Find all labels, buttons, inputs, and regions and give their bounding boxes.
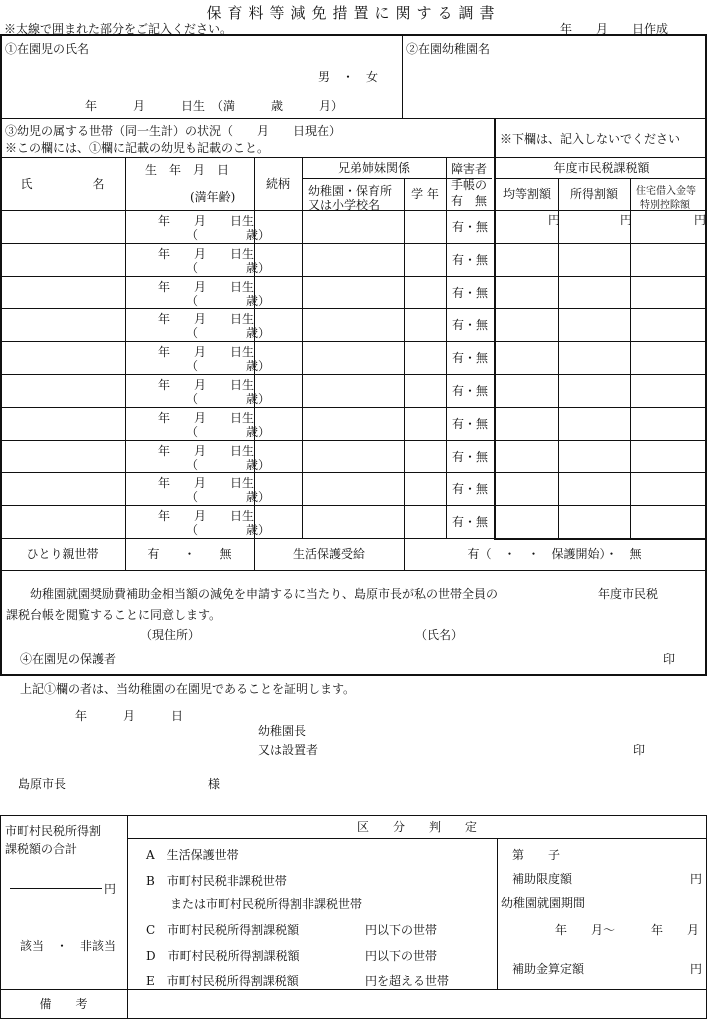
enrollment-period-value: 年 月～ 年 月 xyxy=(555,923,700,937)
certify-seal: 印 xyxy=(633,743,646,757)
household-note: ※この欄には、①欄に記載の幼児も記載のこと。 xyxy=(5,141,270,155)
row-birth-date[interactable]: 年 月 日生 xyxy=(158,411,255,425)
consent-text-1: 幼稚園就園奨励費補助金相当額の減免を申請するに当たり、島原市長が私の世帯全員の xyxy=(30,587,499,601)
certify-date: 年 月 日 xyxy=(75,709,184,723)
row-birth-date[interactable]: 年 月 日生 xyxy=(158,214,255,228)
welfare-label: 生活保護受給 xyxy=(292,547,365,561)
kindergarten-name-label: ②在園幼稚園名 xyxy=(406,42,491,56)
col-disability-2: 手帳の xyxy=(451,178,488,192)
category-c: C 市町村民税所得割課税額 xyxy=(146,923,300,937)
row-disability[interactable]: 有・無 xyxy=(451,481,488,496)
row-yen-housing: 円 xyxy=(694,213,707,227)
col-disability-3: 有 無 xyxy=(451,194,488,208)
row-birth-date[interactable]: 年 月 日生 xyxy=(158,247,255,261)
col-relation: 続柄 xyxy=(265,176,290,191)
col-tax-housing-1: 住宅借入金等 xyxy=(636,186,696,197)
subsidy-limit: 補助限度額 xyxy=(512,872,573,886)
row-age[interactable]: （ 歳） xyxy=(186,490,271,504)
row-disability[interactable]: 有・無 xyxy=(451,350,488,365)
row-disability[interactable]: 有・無 xyxy=(451,285,488,300)
col-school-1: 幼稚園・保育所 xyxy=(308,184,393,198)
tax-sum-field[interactable] xyxy=(10,878,102,892)
row-age[interactable]: （ 歳） xyxy=(186,359,271,373)
col-disability-1: 障害者 xyxy=(451,162,488,176)
judgment-header: 区 分 判 定 xyxy=(356,819,477,834)
col-age: (満年齢) xyxy=(190,190,236,204)
row-age[interactable]: （ 歳） xyxy=(186,523,271,537)
row-disability[interactable]: 有・無 xyxy=(451,514,488,529)
subsidy-amount: 補助金算定額 xyxy=(512,962,585,976)
enrollment-period: 幼稚園就園期間 xyxy=(501,896,586,910)
row-birth-date[interactable]: 年 月 日生 xyxy=(158,280,255,294)
created-date: 年 月 日作成 xyxy=(560,22,669,36)
mayor-sama: 様 xyxy=(208,777,221,791)
category-b: B 市町村民税非課税世帯 xyxy=(146,874,287,888)
category-a: A 生活保護世帯 xyxy=(146,848,239,862)
row-age[interactable]: （ 歳） xyxy=(186,294,271,308)
col-school-2: 又は小学校名 xyxy=(308,198,381,212)
address-label: （現住所） xyxy=(140,628,201,642)
header-note: ※太線で囲まれた部分をご記入ください。 xyxy=(4,22,233,36)
row-birth-date[interactable]: 年 月 日生 xyxy=(158,444,255,458)
row-disability[interactable]: 有・無 xyxy=(451,383,488,398)
row-age[interactable]: （ 歳） xyxy=(186,228,271,242)
guardian-name-label: （氏名） xyxy=(415,628,464,642)
row-disability[interactable]: 有・無 xyxy=(451,317,488,332)
gender-field[interactable]: 男 ・ 女 xyxy=(318,70,379,84)
row-age[interactable]: （ 歳） xyxy=(186,458,271,472)
subsidy-limit-yen: 円 xyxy=(690,872,703,886)
single-parent-value[interactable]: 有 ・ 無 xyxy=(147,547,232,561)
tax-sum-yen: 円 xyxy=(104,882,117,896)
single-parent-label: ひとり親世帯 xyxy=(26,547,99,561)
row-birth-date[interactable]: 年 月 日生 xyxy=(158,378,255,392)
row-disability[interactable]: 有・無 xyxy=(451,416,488,431)
child-order: 第 子 xyxy=(512,848,561,862)
row-age[interactable]: （ 歳） xyxy=(186,425,271,439)
subsidy-amount-yen: 円 xyxy=(690,962,703,976)
category-c-suffix: 円以下の世帯 xyxy=(365,923,438,937)
category-b2: または市町村民税所得割非課税世帯 xyxy=(170,897,363,911)
category-e: E 市町村民税所得割課税額 xyxy=(146,974,299,988)
row-disability[interactable]: 有・無 xyxy=(451,219,488,234)
category-d: D 市町村民税所得割課税額 xyxy=(146,949,300,963)
certify-text: 上記①欄の者は、当幼稚園の在園児であることを証明します。 xyxy=(20,682,356,696)
col-grade: 学 年 xyxy=(411,187,439,201)
col-tax-equal: 均等割額 xyxy=(502,187,551,201)
row-disability[interactable]: 有・無 xyxy=(451,252,488,267)
row-yen-equal: 円 xyxy=(548,213,561,227)
household-label: ③幼児の属する世帯（同一生計）の状況（ 月 日現在） xyxy=(5,124,342,138)
row-yen-income: 円 xyxy=(620,213,633,227)
row-age[interactable]: （ 歳） xyxy=(186,261,271,275)
office-use-note: ※下欄は、記入しないでください xyxy=(500,132,681,146)
row-birth-date[interactable]: 年 月 日生 xyxy=(158,312,255,326)
guardian-label: ④在園児の保護者 xyxy=(20,652,117,666)
mayor-label: 島原市長 xyxy=(18,777,67,791)
col-tax-header: 年度市民税課税額 xyxy=(553,160,650,175)
tax-sum-label-1: 市町村民税所得割 xyxy=(5,824,102,838)
row-disability[interactable]: 有・無 xyxy=(451,449,488,464)
col-tax-income: 所得割額 xyxy=(569,187,618,201)
page-title: 保育料等減免措置に関する調書 xyxy=(206,4,501,22)
principal-label: 幼稚園長 xyxy=(258,724,307,738)
guardian-seal: 印 xyxy=(663,652,676,666)
welfare-value[interactable]: 有（ ・ ・ 保護開始）・ 無 xyxy=(467,547,642,561)
remarks-label: 備 考 xyxy=(39,996,88,1011)
consent-text-2: 課税台帳を閲覧することに同意します。 xyxy=(6,608,222,622)
col-birth: 生 年 月 日 xyxy=(145,163,230,177)
consent-year: 年度市民税 xyxy=(598,587,659,601)
row-age[interactable]: （ 歳） xyxy=(186,326,271,340)
row-birth-date[interactable]: 年 月 日生 xyxy=(158,509,255,523)
applicable-field[interactable]: 該当 ・ 非該当 xyxy=(20,939,117,953)
tax-sum-label-2: 課税額の合計 xyxy=(5,842,78,856)
category-e-suffix: 円を超える世帯 xyxy=(365,974,450,988)
col-tax-housing-2: 特別控除額 xyxy=(640,200,690,211)
child-name-label: ①在園児の氏名 xyxy=(5,42,90,56)
row-birth-date[interactable]: 年 月 日生 xyxy=(158,345,255,359)
founder-label: 又は設置者 xyxy=(258,743,319,757)
category-d-suffix: 円以下の世帯 xyxy=(365,949,438,963)
col-name: 氏 名 xyxy=(20,176,105,191)
col-sibling: 兄弟姉妹関係 xyxy=(337,160,410,175)
birth-field[interactable]: 年 月 日生 （満 歳 月） xyxy=(85,99,344,113)
row-birth-date[interactable]: 年 月 日生 xyxy=(158,476,255,490)
row-age[interactable]: （ 歳） xyxy=(186,392,271,406)
